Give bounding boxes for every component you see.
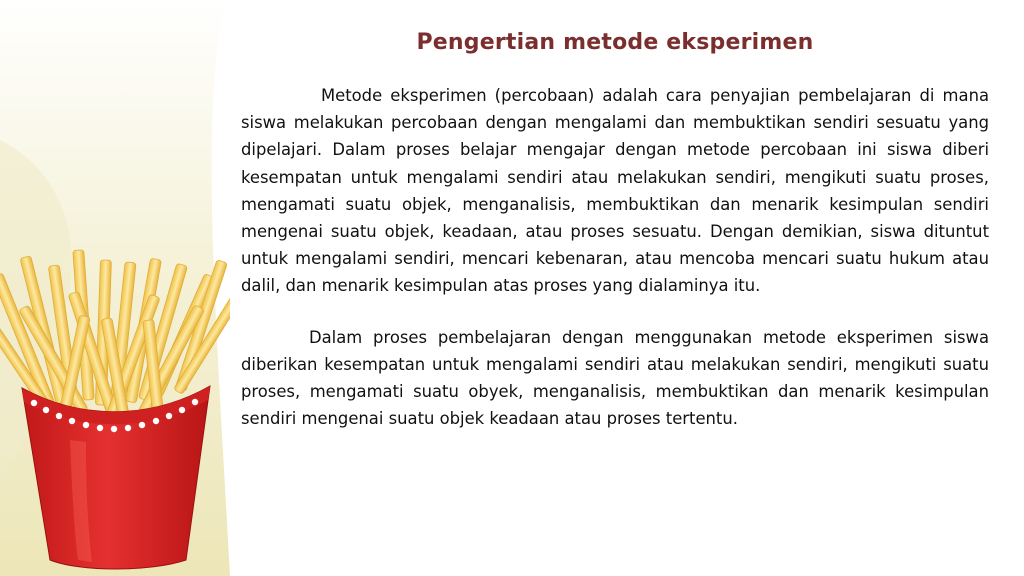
paragraph-1: Metode eksperimen (percobaan) adalah cara penyajian pembelajaran di mana siswa melakukan percobaan dengan mengalami dan membuktikan sendiri sesuatu yang dipelajari. Dalam proses belajar mengajar dengan metode percobaan ini siswa diberi kesempatan untuk mengalami sendiri atau melakukan sendiri, mengikuti suatu proses, mengamati suatu objek, menganalisis, membuktikan dan menarik kesimpulan sendiri mengenai suatu objek, keadaan, atau proses sesuatu. Dengan demikian, siswa dituntut untuk mengalami sendiri, mencari kebenaran, atau mencoba mencari suatu hukum atau dalil, dan menarik kesimpulan atas proses yang dialaminya itu. bbox=[241, 86, 989, 296]
content-body bbox=[241, 82, 989, 432]
paragraph-2: Dalam proses pembelajaran dengan menggunakan metode eksperimen siswa diberikan kesempatan untuk mengalami sendiri atau melakukan sendiri, mengikuti suatu proses, mengamati suatu obyek, menganalisis, membuktikan dan menarik kesimpulan sendiri mengenai suatu objek keadaan atau proses tertentu. bbox=[241, 327, 989, 429]
decorative-side-panel bbox=[0, 0, 230, 576]
page-title: Pengertian metode eksperimen bbox=[416, 30, 814, 55]
